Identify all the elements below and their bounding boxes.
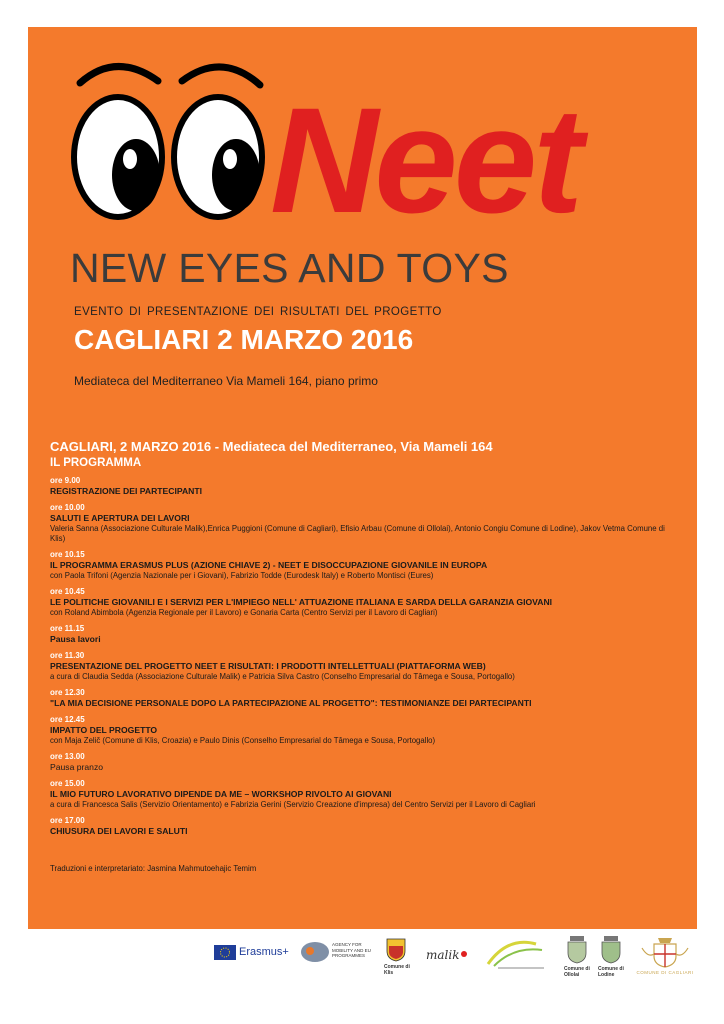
lodine-crest-icon bbox=[600, 936, 622, 964]
sponsor-logos bbox=[0, 930, 724, 1024]
lodine-logo bbox=[598, 936, 624, 984]
entry-time: ore 12.30 bbox=[50, 688, 85, 697]
ollolai-logo bbox=[564, 936, 590, 984]
program-schedule bbox=[50, 476, 682, 843]
logo-tagline: NEW EYES AND TOYS bbox=[70, 245, 509, 291]
schedule-entry bbox=[50, 503, 682, 544]
cagliari-crest-icon bbox=[640, 936, 690, 968]
entry-title: PRESENTAZIONE DEL PROGETTO NEET E RISULTATI: I PRODOTTI INTELLETTUALI (PIATTAFORMA WEB) bbox=[50, 661, 486, 671]
entry-time: ore 12.45 bbox=[50, 715, 85, 724]
eu-flag-icon bbox=[214, 945, 236, 960]
entry-time: ore 11.15 bbox=[50, 624, 85, 633]
neet-logo bbox=[66, 47, 666, 247]
entry-title: Pausa pranzo bbox=[50, 762, 104, 772]
schedule-entry bbox=[50, 550, 682, 581]
entry-time: ore 10.00 bbox=[50, 503, 85, 512]
schedule-entry bbox=[50, 816, 682, 837]
klis-label: Comune di Klis bbox=[384, 964, 410, 976]
entry-title: LE POLITICHE GIOVANILI E I SERVIZI PER L'IMPIEGO NELL' ATTUAZIONE ITALIANA E SARDA DELLA GARANZIA GIOVANI bbox=[50, 597, 553, 607]
partner-arc-logo bbox=[484, 938, 550, 972]
schedule-entry bbox=[50, 688, 682, 709]
klis-crest-icon bbox=[386, 938, 406, 962]
entry-time: ore 10.45 bbox=[50, 587, 85, 596]
entry-title: IL MIO FUTURO LAVORATIVO DIPENDE DA ME – WORKSHOP RIVOLTO AI GIOVANI bbox=[50, 789, 392, 799]
entry-description: Valeria Sanna (Associazione Culturale Malik),Enrica Puggioni (Comune di Cagliari), Efisio Arbau (Comune di Ollolai), Antonio Congiu Comune di Lodine), Jakov Vetma Comune di Klis) bbox=[50, 524, 665, 543]
erasmus-logo bbox=[214, 944, 294, 962]
klis-logo bbox=[384, 938, 410, 982]
entry-description: con Maja Zelič (Comune di Klis, Croazia) e Paulo Dinis (Conselho Empresarial do Tâmega e Sousa, Portogallo) bbox=[50, 736, 436, 745]
arc-emblem-icon bbox=[484, 938, 550, 972]
entry-title: "LA MIA DECISIONE PERSONALE DOPO LA PARTECIPAZIONE AL PROGETTO": TESTIMONIANZE DEI PARTECIPANTI bbox=[50, 698, 532, 708]
entry-time: ore 13.00 bbox=[50, 752, 85, 761]
malik-label: malik bbox=[426, 948, 460, 962]
schedule-entry bbox=[50, 715, 682, 746]
entry-description: con Paola Trifoni (Agenzia Nazionale per i Giovani), Fabrizio Todde (Eurodesk Italy) e Roberto Montisci (Eures) bbox=[50, 571, 434, 580]
agency-label: AGENCY FOR MOBILITY AND EU PROGRAMMES bbox=[332, 942, 371, 958]
program-heading: CAGLIARI, 2 MARZO 2016 - Mediateca del Mediterraneo, Via Mameli 164 bbox=[50, 439, 493, 454]
schedule-entry bbox=[50, 587, 682, 618]
ollolai-label: Comune di Ollolai bbox=[564, 966, 590, 978]
schedule-entry bbox=[50, 779, 682, 810]
entry-title: REGISTRAZIONE DEI PARTECIPANTI bbox=[50, 486, 202, 496]
translation-credit: Traduzioni e interpretariato: Jasmina Mahmutoehajic Temim bbox=[50, 864, 257, 873]
entry-time: ore 10.15 bbox=[50, 550, 85, 559]
agency-logo bbox=[300, 940, 376, 968]
event-venue: Mediateca del Mediterraneo Via Mameli 164, piano primo bbox=[74, 374, 378, 388]
malik-accent-icon bbox=[460, 950, 468, 958]
entry-title: Pausa lavori bbox=[50, 634, 101, 644]
entry-description: con Roland Abimbola (Agenzia Regionale per il Lavoro) e Gonaria Carta (Centro Servizi per il Lavoro di Cagliari) bbox=[50, 608, 438, 617]
entry-time: ore 11.30 bbox=[50, 651, 85, 660]
schedule-entry bbox=[50, 624, 682, 645]
entry-title: CHIUSURA DEI LAVORI E SALUTI bbox=[50, 826, 188, 836]
entry-title: IL PROGRAMMA ERASMUS PLUS (AZIONE CHIAVE 2) - NEET E DISOCCUPAZIONE GIOVANILE IN EUROPA bbox=[50, 560, 488, 570]
lodine-label: Comune di Lodine bbox=[598, 966, 624, 978]
poster-background bbox=[28, 27, 697, 929]
cagliari-logo bbox=[636, 936, 694, 980]
program-label: IL PROGRAMMA bbox=[50, 457, 142, 469]
agency-emblem-icon bbox=[300, 940, 330, 964]
cagliari-label: COMUNE DI CAGLIARI bbox=[636, 970, 694, 975]
erasmus-label: Erasmus+ bbox=[239, 946, 289, 958]
schedule-entry bbox=[50, 651, 682, 682]
ollolai-crest-icon bbox=[566, 936, 588, 964]
entry-time: ore 9.00 bbox=[50, 476, 81, 485]
entry-description: a cura di Claudia Sedda (Associazione Culturale Malik) e Patricia Silva Castro (Conselho Empresarial do Tâmega e Sousa, Portogallo) bbox=[50, 672, 515, 681]
entry-title: SALUTI E APERTURA DEI LAVORI bbox=[50, 513, 190, 523]
entry-time: ore 15.00 bbox=[50, 779, 85, 788]
logo-word: Neet bbox=[270, 76, 580, 244]
event-subtitle: EVENTO DI PRESENTAZIONE DEI RISULTATI DEL PROGETTO bbox=[74, 306, 442, 318]
entry-time: ore 17.00 bbox=[50, 816, 85, 825]
entry-description: a cura di Francesca Salis (Servizio Orientamento) e Fabrizia Gerini (Servizio Creazione d'impresa) del Centro Servizi per il Lavoro di Cagliari bbox=[50, 800, 536, 809]
malik-logo bbox=[420, 946, 472, 970]
entry-title: IMPATTO DEL PROGETTO bbox=[50, 725, 158, 735]
event-title: CAGLIARI 2 MARZO 2016 bbox=[74, 324, 414, 355]
schedule-entry bbox=[50, 476, 682, 497]
schedule-entry bbox=[50, 752, 682, 773]
